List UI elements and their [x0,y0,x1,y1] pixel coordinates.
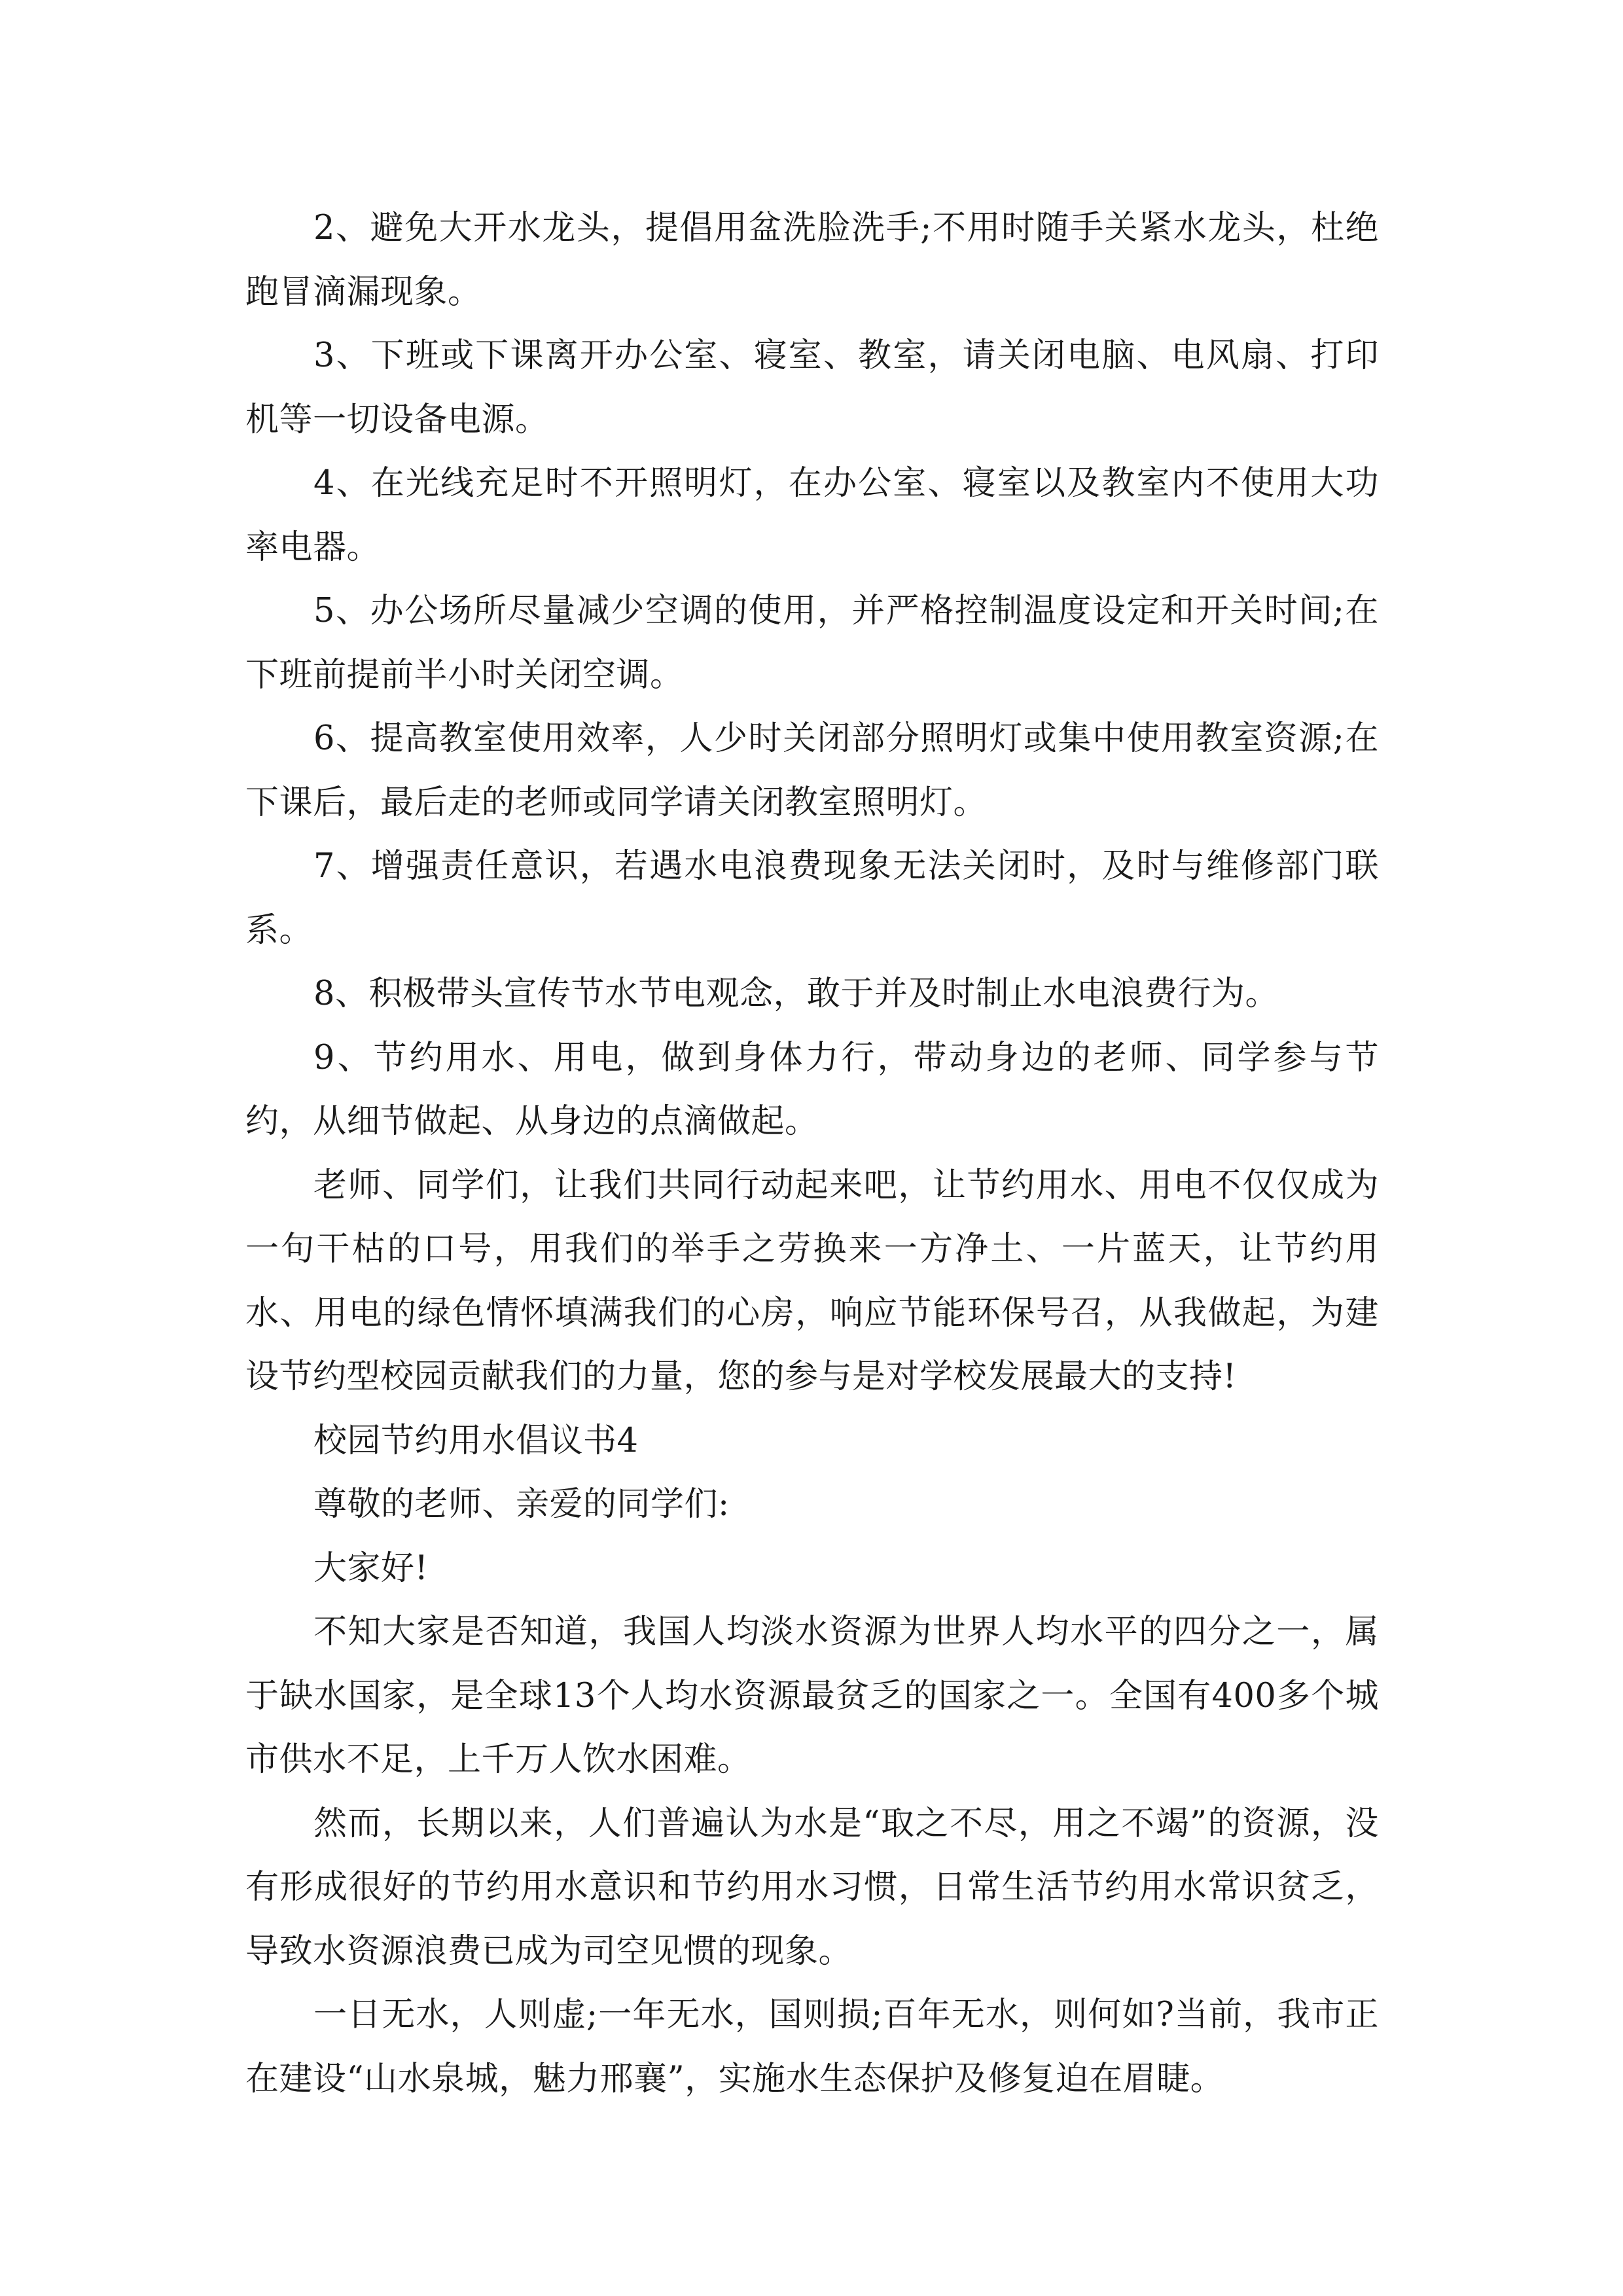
paragraph-item-9: 9、节约用水、用电，做到身体力行，带动身边的老师、同学参与节约，从细节做起、从身边的点滴做起。 [245,1038,1379,1141]
closing-appeal-paragraph: 老师、同学们，让我们共同行动起来吧，让节约用水、用电不仅仅成为一句干枯的口号，用我们的举手之劳换来一方净土、一片蓝天，让节约用水、用电的绿色情怀填满我们的心房，响应节能环保号召，从我做起，为建设节约型校园贡献我们的力量，您的参与是对学校发展最大的支持! [245,1166,1379,1396]
paragraph-item-4: 4、在光线充足时不开照明灯，在办公室、寝室以及教室内不使用大功率电器。 [245,464,1379,567]
body-paragraph: 然而，长期以来，人们普遍认为水是“取之不尽，用之不竭”的资源，没有形成很好的节约用水意识和节约用水习惯，日常生活节约用水常识贫乏，导致水资源浪费已成为司空见惯的现象。 [245,1804,1379,1971]
paragraph-item-7: 7、增强责任意识，若遇水电浪费现象无法关闭时，及时与维修部门联系。 [245,847,1379,950]
salutation: 尊敬的老师、亲爱的同学们: [313,1485,730,1524]
paragraph-item-3: 3、下班或下课离开办公室、寝室、教室，请关闭电脑、电风扇、打印机等一切设备电源。 [245,336,1379,439]
document-body [245,196,1379,2111]
body-paragraph: 不知大家是否知道，我国人均淡水资源为世界人均水平的四分之一，属于缺水国家，是全球13个人均水资源最贫乏的国家之一。全国有400多个城市供水不足，上千万人饮水困难。 [245,1613,1379,1779]
section-title: 校园节约用水倡议书4 [313,1421,639,1460]
greeting: 大家好! [313,1549,429,1588]
paragraph-item-8: 8、积极带头宣传节水节电观念，敢于并及时制止水电浪费行为。 [313,975,1279,1013]
paragraph-item-5: 5、办公场所尽量减少空调的使用，并严格控制温度设定和开关时间;在下班前提前半小时关闭空调。 [245,592,1379,694]
paragraph-item-2: 2、避免大开水龙头，提倡用盆洗脸洗手;不用时随手关紧水龙头，杜绝跑冒滴漏现象。 [245,209,1379,312]
body-paragraph: 一日无水，人则虚;一年无水，国则损;百年无水，则何如?当前，我市正在建设“山水泉城，魅力邢襄”，实施水生态保护及修复迫在眉睫。 [245,1996,1379,2098]
paragraph-item-6: 6、提高教室使用效率，人少时关闭部分照明灯或集中使用教室资源;在下课后，最后走的老师或同学请关闭教室照明灯。 [245,719,1379,822]
